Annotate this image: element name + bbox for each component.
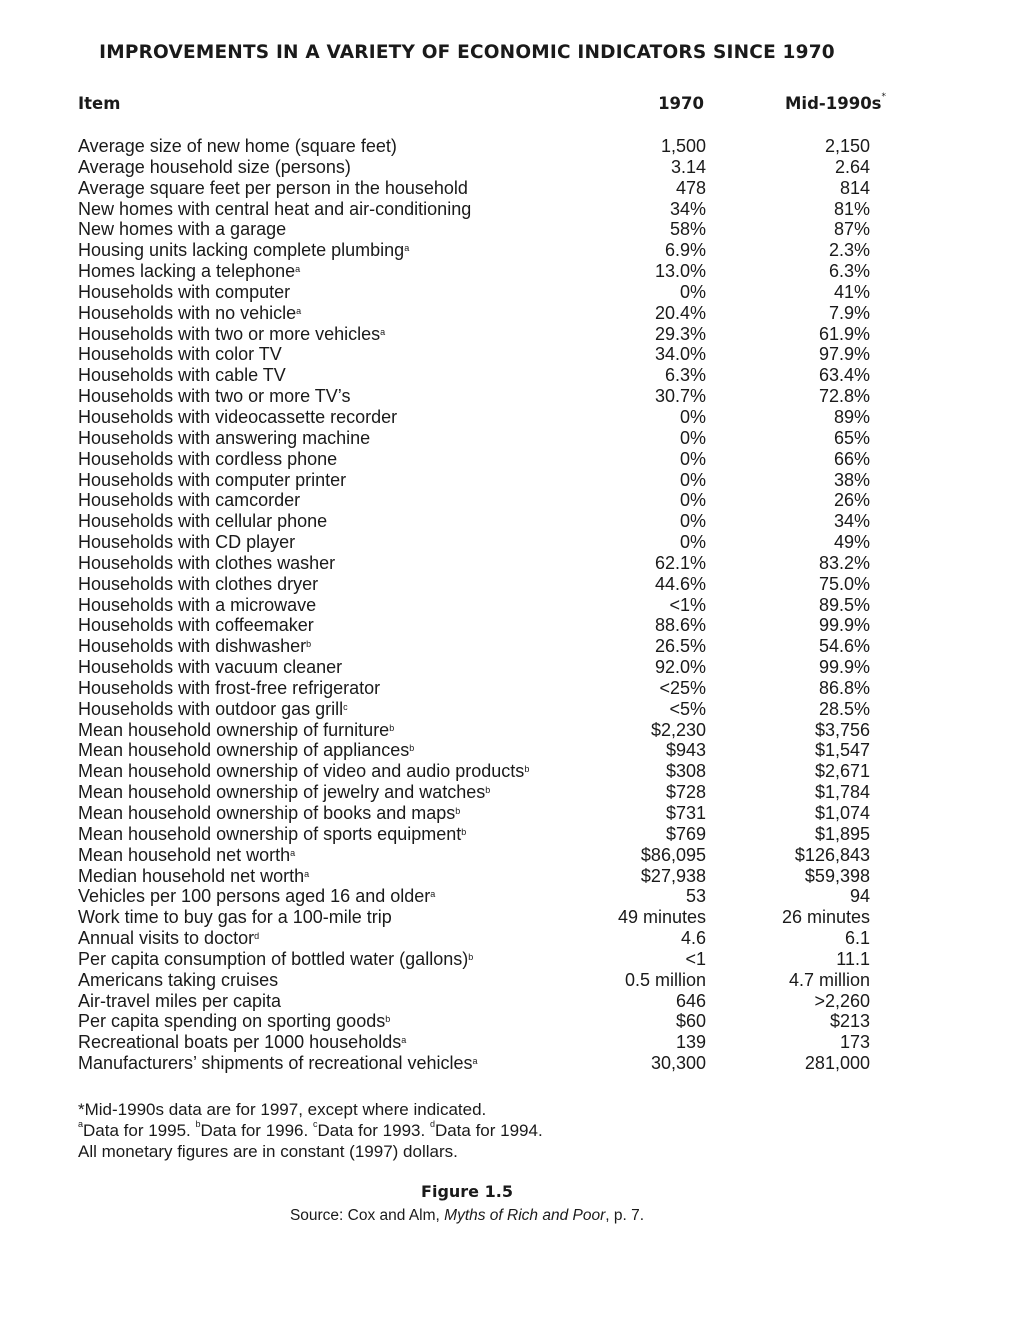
value-1970: 0% bbox=[679, 448, 706, 469]
row-label bbox=[78, 449, 337, 470]
footnote-d: Data for 1994. bbox=[434, 1121, 543, 1140]
footnote-data-years bbox=[78, 1121, 543, 1141]
value-mid-1990s: $2,671 bbox=[814, 761, 870, 782]
table-row bbox=[0, 261, 1024, 282]
value-1970: <5% bbox=[669, 698, 706, 719]
row-label-text: Mean household ownership of jewelry and watches bbox=[78, 782, 486, 803]
table-row bbox=[0, 1053, 1024, 1074]
row-label-text: Mean household ownership of sports equipment bbox=[78, 823, 462, 844]
row-label bbox=[78, 428, 370, 449]
row-footnote-mark: c bbox=[343, 701, 348, 712]
row-label bbox=[78, 1032, 406, 1053]
value-1970: 30.7% bbox=[654, 386, 706, 407]
row-label bbox=[78, 845, 295, 866]
value-1970: 0% bbox=[679, 406, 706, 427]
value-mid-1990s: $1,074 bbox=[814, 803, 870, 823]
row-label bbox=[78, 386, 350, 407]
table-row bbox=[0, 511, 1024, 532]
row-label-text: Households with cordless phone bbox=[78, 448, 338, 469]
value-mid-1990s: $59,398 bbox=[804, 865, 870, 886]
value-1970: 478 bbox=[675, 177, 706, 198]
table-row bbox=[0, 720, 1024, 741]
row-footnote-mark: a bbox=[296, 305, 302, 316]
footnote-c-mark: c bbox=[312, 1119, 318, 1129]
row-label-text: Households with cellular phone bbox=[78, 511, 328, 532]
value-1970: 26.5% bbox=[654, 636, 706, 657]
value-mid-1990s: 38% bbox=[833, 469, 870, 490]
table-row bbox=[0, 553, 1024, 574]
table-row bbox=[0, 532, 1024, 553]
row-label-text: Housing units lacking complete plumbing bbox=[78, 240, 405, 261]
row-label bbox=[78, 636, 311, 657]
table-row bbox=[0, 991, 1024, 1012]
row-label bbox=[78, 678, 380, 699]
row-footnote-mark: b bbox=[468, 951, 474, 962]
value-1970: <25% bbox=[659, 677, 706, 698]
value-mid-1990s: 87% bbox=[833, 219, 870, 240]
value-mid-1990s: $213 bbox=[829, 1011, 870, 1032]
table-row bbox=[0, 490, 1024, 511]
row-label-text: Air-travel miles per capita bbox=[78, 990, 282, 1011]
table-row bbox=[0, 199, 1024, 220]
footnote-b: Data for 1996. bbox=[200, 1121, 313, 1140]
table-row bbox=[0, 282, 1024, 303]
row-label bbox=[78, 824, 466, 845]
indicator-table bbox=[0, 136, 1024, 1074]
row-label bbox=[78, 219, 286, 240]
row-footnote-mark: a bbox=[404, 243, 410, 254]
row-footnote-mark: b bbox=[485, 785, 491, 796]
row-label bbox=[78, 970, 278, 991]
column-header-1970: 1970 bbox=[658, 94, 704, 113]
row-label-text: Households with a microwave bbox=[78, 594, 317, 615]
row-label-text: Mean household net worth bbox=[78, 844, 291, 865]
value-1970: 53 bbox=[685, 886, 706, 907]
value-1970: 0.5 million bbox=[624, 969, 706, 990]
value-mid-1990s: 89% bbox=[833, 406, 870, 427]
row-footnote-mark: a bbox=[380, 326, 386, 337]
row-label-text: Median household net worth bbox=[78, 865, 305, 886]
row-label bbox=[78, 699, 348, 720]
row-label-text: Annual visits to doctor bbox=[78, 928, 255, 949]
value-mid-1990s: 26% bbox=[833, 490, 870, 511]
table-row bbox=[0, 595, 1024, 616]
table-row bbox=[0, 949, 1024, 970]
row-label-text: Recreational boats per 1000 households bbox=[78, 1032, 402, 1053]
value-1970: 1,500 bbox=[660, 136, 706, 156]
value-1970: $2,230 bbox=[650, 719, 706, 740]
value-1970: 44.6% bbox=[654, 573, 706, 594]
table-row bbox=[0, 740, 1024, 761]
row-label bbox=[78, 595, 316, 616]
table-row bbox=[0, 470, 1024, 491]
row-label-text: Per capita spending on sporting goods bbox=[78, 1011, 386, 1032]
row-label-text: Households with clothes dryer bbox=[78, 573, 319, 594]
row-label-text: Vehicles per 100 persons aged 16 and older bbox=[78, 886, 431, 907]
row-label-text: Households with CD player bbox=[78, 532, 296, 553]
row-label bbox=[78, 178, 468, 199]
table-row bbox=[0, 428, 1024, 449]
figure-label: Figure 1.5 bbox=[421, 1182, 513, 1201]
column-header-item: Item bbox=[78, 94, 121, 113]
row-label bbox=[78, 553, 335, 574]
row-label-text: Average household size (persons) bbox=[78, 156, 351, 177]
value-1970: 0% bbox=[679, 490, 706, 511]
table-row bbox=[0, 928, 1024, 949]
table-row bbox=[0, 970, 1024, 991]
row-label-text: Households with two or more TV’s bbox=[78, 386, 351, 407]
row-label-text: Households with no vehicle bbox=[78, 302, 297, 323]
row-label bbox=[78, 991, 281, 1012]
row-label bbox=[78, 199, 471, 220]
row-label bbox=[78, 136, 397, 157]
table-row bbox=[0, 657, 1024, 678]
value-1970: 62.1% bbox=[654, 552, 706, 573]
value-mid-1990s: 86.8% bbox=[818, 677, 870, 698]
row-label-text: Households with vacuum cleaner bbox=[78, 657, 343, 678]
value-1970: 3.14 bbox=[670, 156, 706, 177]
table-row bbox=[0, 303, 1024, 324]
value-mid-1990s: 63.4% bbox=[818, 365, 870, 386]
value-mid-1990s: $3,756 bbox=[814, 719, 870, 740]
row-label bbox=[78, 365, 286, 386]
value-1970: 88.6% bbox=[654, 615, 706, 636]
row-label bbox=[78, 782, 490, 803]
value-1970: <1 bbox=[685, 948, 706, 969]
value-mid-1990s: 94 bbox=[849, 886, 870, 907]
value-mid-1990s: 65% bbox=[833, 427, 870, 448]
row-label bbox=[78, 157, 351, 178]
row-label-text: Mean household ownership of video and audio products bbox=[78, 761, 525, 782]
value-mid-1990s: 2.3% bbox=[828, 240, 870, 261]
row-label-text: New homes with central heat and air-conditioning bbox=[78, 198, 472, 219]
table-row bbox=[0, 1032, 1024, 1053]
row-label bbox=[78, 490, 300, 511]
row-label bbox=[78, 740, 414, 761]
value-1970: 646 bbox=[675, 990, 706, 1011]
table-row bbox=[0, 803, 1024, 824]
value-1970: 34% bbox=[669, 198, 706, 219]
row-label-text: New homes with a garage bbox=[78, 219, 287, 240]
value-mid-1990s: 814 bbox=[839, 177, 870, 198]
row-label-text: Average square feet per person in the household bbox=[78, 177, 468, 198]
source-prefix: Source: Cox and Alm, bbox=[289, 1207, 445, 1224]
row-label-text: Households with cable TV bbox=[78, 365, 286, 386]
row-label bbox=[78, 907, 392, 928]
value-mid-1990s: 11.1 bbox=[836, 948, 870, 969]
value-1970: 20.4% bbox=[654, 302, 706, 323]
footnote-mid-1990s: *Mid-1990s data are for 1997, except where indicated. bbox=[78, 1100, 487, 1119]
value-mid-1990s: >2,260 bbox=[814, 990, 870, 1011]
row-label bbox=[78, 511, 327, 532]
value-mid-1990s: 6.3% bbox=[828, 261, 870, 282]
table-row bbox=[0, 240, 1024, 261]
row-label-text: Households with frost-free refrigerator bbox=[78, 677, 381, 698]
value-mid-1990s: 41% bbox=[833, 281, 870, 302]
row-label-text: Homes lacking a telephone bbox=[78, 261, 296, 282]
value-mid-1990s: $126,843 bbox=[794, 844, 870, 865]
value-1970: 92.0% bbox=[654, 657, 706, 678]
column-header-mid-label: Mid-1990s bbox=[785, 94, 882, 113]
value-1970: 0% bbox=[679, 469, 706, 490]
row-label-text: Mean household ownership of furniture bbox=[78, 719, 390, 740]
source-title: Myths of Rich and Poor bbox=[444, 1207, 606, 1224]
row-label bbox=[78, 407, 397, 428]
row-footnote-mark: b bbox=[385, 1014, 391, 1025]
column-header-mid-1990s bbox=[785, 94, 886, 113]
value-1970: 0% bbox=[679, 511, 706, 532]
footnote-monetary: All monetary figures are in constant (1997) dollars. bbox=[78, 1142, 458, 1161]
value-mid-1990s: 89.5% bbox=[818, 594, 870, 615]
row-footnote-mark: b bbox=[306, 639, 312, 650]
table-row bbox=[0, 866, 1024, 887]
value-mid-1990s: 99.9% bbox=[818, 615, 870, 636]
value-1970: 49 minutes bbox=[617, 907, 706, 928]
row-label bbox=[78, 240, 409, 261]
footnote-a-mark: a bbox=[78, 1119, 84, 1129]
source-suffix: , p. 7. bbox=[605, 1207, 645, 1224]
value-1970: 34.0% bbox=[654, 344, 706, 365]
row-label-text: Americans taking cruises bbox=[78, 969, 279, 990]
table-row bbox=[0, 407, 1024, 428]
value-mid-1990s: 61.9% bbox=[818, 323, 870, 344]
value-1970: $731 bbox=[665, 803, 706, 823]
row-footnote-mark: a bbox=[290, 847, 296, 858]
row-label-text: Households with coffeemaker bbox=[78, 615, 314, 636]
row-label bbox=[78, 866, 309, 887]
row-footnote-mark: b bbox=[389, 722, 395, 733]
footnote-c: Data for 1993. bbox=[317, 1121, 430, 1140]
value-mid-1990s: 66% bbox=[833, 448, 870, 469]
value-1970: 13.0% bbox=[654, 261, 706, 282]
table-row bbox=[0, 678, 1024, 699]
value-mid-1990s: 2.64 bbox=[834, 156, 870, 177]
row-label bbox=[78, 1053, 478, 1074]
row-label-text: Households with camcorder bbox=[78, 490, 301, 511]
row-label bbox=[78, 928, 259, 949]
row-label bbox=[78, 532, 295, 553]
row-footnote-mark: a bbox=[304, 868, 310, 879]
row-label bbox=[78, 949, 473, 970]
row-label bbox=[78, 574, 318, 595]
row-label-text: Average size of new home (square feet) bbox=[78, 136, 397, 156]
value-1970: $769 bbox=[665, 823, 706, 844]
value-mid-1990s: 97.9% bbox=[818, 344, 870, 365]
value-mid-1990s: 49% bbox=[833, 532, 870, 553]
row-label-text: Households with dishwasher bbox=[78, 636, 307, 657]
table-row bbox=[0, 1011, 1024, 1032]
row-label bbox=[78, 470, 346, 491]
row-label bbox=[78, 615, 314, 636]
row-label bbox=[78, 720, 394, 741]
value-mid-1990s: 26 minutes bbox=[781, 907, 870, 928]
row-label bbox=[78, 803, 460, 824]
table-row bbox=[0, 324, 1024, 345]
value-1970: $728 bbox=[665, 782, 706, 803]
row-label-text: Households with clothes washer bbox=[78, 552, 336, 573]
table-row bbox=[0, 699, 1024, 720]
row-footnote-mark: a bbox=[472, 1056, 478, 1067]
row-label bbox=[78, 282, 290, 303]
value-mid-1990s: 2,150 bbox=[824, 136, 870, 156]
row-label bbox=[78, 1011, 390, 1032]
value-mid-1990s: 173 bbox=[839, 1032, 870, 1053]
value-mid-1990s: 83.2% bbox=[818, 552, 870, 573]
value-mid-1990s: 4.7 million bbox=[788, 969, 870, 990]
value-mid-1990s: 34% bbox=[833, 511, 870, 532]
value-1970: 139 bbox=[675, 1032, 706, 1053]
value-1970: $86,095 bbox=[640, 844, 706, 865]
figure-source bbox=[0, 1207, 934, 1225]
value-mid-1990s: 72.8% bbox=[818, 386, 870, 407]
row-footnote-mark: a bbox=[295, 264, 301, 275]
value-mid-1990s: $1,895 bbox=[814, 823, 870, 844]
value-1970: 6.3% bbox=[664, 365, 706, 386]
table-row bbox=[0, 824, 1024, 845]
table-row bbox=[0, 157, 1024, 178]
row-footnote-mark: a bbox=[430, 889, 436, 900]
footnote-d-mark: d bbox=[429, 1119, 435, 1129]
value-1970: 4.6 bbox=[680, 928, 706, 949]
column-header-mid-mark: * bbox=[881, 92, 886, 102]
value-mid-1990s: 28.5% bbox=[818, 698, 870, 719]
value-mid-1990s: 7.9% bbox=[828, 302, 870, 323]
value-mid-1990s: $1,784 bbox=[814, 782, 870, 803]
row-label-text: Mean household ownership of appliances bbox=[78, 740, 410, 761]
row-label-text: Households with two or more vehicles bbox=[78, 323, 381, 344]
value-1970: <1% bbox=[669, 594, 706, 615]
footnote-b-mark: b bbox=[195, 1119, 201, 1129]
value-mid-1990s: $1,547 bbox=[814, 740, 870, 761]
table-row bbox=[0, 907, 1024, 928]
row-label-text: Per capita consumption of bottled water (gallons) bbox=[78, 948, 469, 969]
row-footnote-mark: b bbox=[524, 764, 530, 775]
row-label bbox=[78, 303, 301, 324]
value-1970: $60 bbox=[675, 1011, 706, 1032]
table-row bbox=[0, 136, 1024, 157]
table-row bbox=[0, 344, 1024, 365]
value-1970: 58% bbox=[669, 219, 706, 240]
table-row bbox=[0, 449, 1024, 470]
table-row bbox=[0, 574, 1024, 595]
value-mid-1990s: 6.1 bbox=[844, 928, 870, 949]
row-label bbox=[78, 886, 435, 907]
value-1970: $943 bbox=[665, 740, 706, 761]
value-1970: 0% bbox=[679, 427, 706, 448]
row-footnote-mark: b bbox=[461, 826, 467, 837]
value-1970: 0% bbox=[679, 281, 706, 302]
value-1970: $27,938 bbox=[640, 865, 706, 886]
table-row bbox=[0, 886, 1024, 907]
value-1970: 29.3% bbox=[654, 323, 706, 344]
row-footnote-mark: a bbox=[401, 1035, 407, 1046]
row-label bbox=[78, 657, 342, 678]
table-row bbox=[0, 845, 1024, 866]
footnote-a: Data for 1995. bbox=[83, 1121, 196, 1140]
row-label-text: Households with videocassette recorder bbox=[78, 406, 398, 427]
row-label bbox=[78, 344, 282, 365]
row-label-text: Households with color TV bbox=[78, 344, 282, 365]
row-label-text: Manufacturers’ shipments of recreational vehicles bbox=[78, 1053, 473, 1074]
value-mid-1990s: 281,000 bbox=[804, 1053, 870, 1074]
row-label-text: Work time to buy gas for a 100-mile trip bbox=[78, 907, 392, 928]
table-row bbox=[0, 178, 1024, 199]
row-label bbox=[78, 761, 529, 782]
value-mid-1990s: 75.0% bbox=[818, 573, 870, 594]
value-mid-1990s: 54.6% bbox=[818, 636, 870, 657]
row-label bbox=[78, 261, 300, 282]
table-row bbox=[0, 219, 1024, 240]
value-mid-1990s: 99.9% bbox=[818, 657, 870, 678]
value-1970: 0% bbox=[679, 532, 706, 553]
row-footnote-mark: d bbox=[254, 931, 260, 942]
row-footnote-mark: b bbox=[409, 743, 415, 754]
page-title: IMPROVEMENTS IN A VARIETY OF ECONOMIC INDICATORS SINCE 1970 bbox=[99, 42, 835, 63]
table-row bbox=[0, 365, 1024, 386]
table-row bbox=[0, 636, 1024, 657]
row-label-text: Households with answering machine bbox=[78, 427, 371, 448]
table-row bbox=[0, 782, 1024, 803]
value-1970: $308 bbox=[665, 761, 706, 782]
table-row bbox=[0, 386, 1024, 407]
value-mid-1990s: 81% bbox=[833, 198, 870, 219]
row-footnote-mark: b bbox=[455, 806, 461, 816]
row-label-text: Households with computer printer bbox=[78, 469, 347, 490]
row-label-text: Mean household ownership of books and maps bbox=[78, 803, 456, 823]
value-1970: 6.9% bbox=[664, 240, 706, 261]
value-1970: 30,300 bbox=[650, 1053, 706, 1074]
table-row bbox=[0, 615, 1024, 636]
row-label bbox=[78, 324, 385, 345]
table-row bbox=[0, 761, 1024, 782]
row-label-text: Households with outdoor gas grill bbox=[78, 698, 344, 719]
row-label-text: Households with computer bbox=[78, 281, 291, 302]
